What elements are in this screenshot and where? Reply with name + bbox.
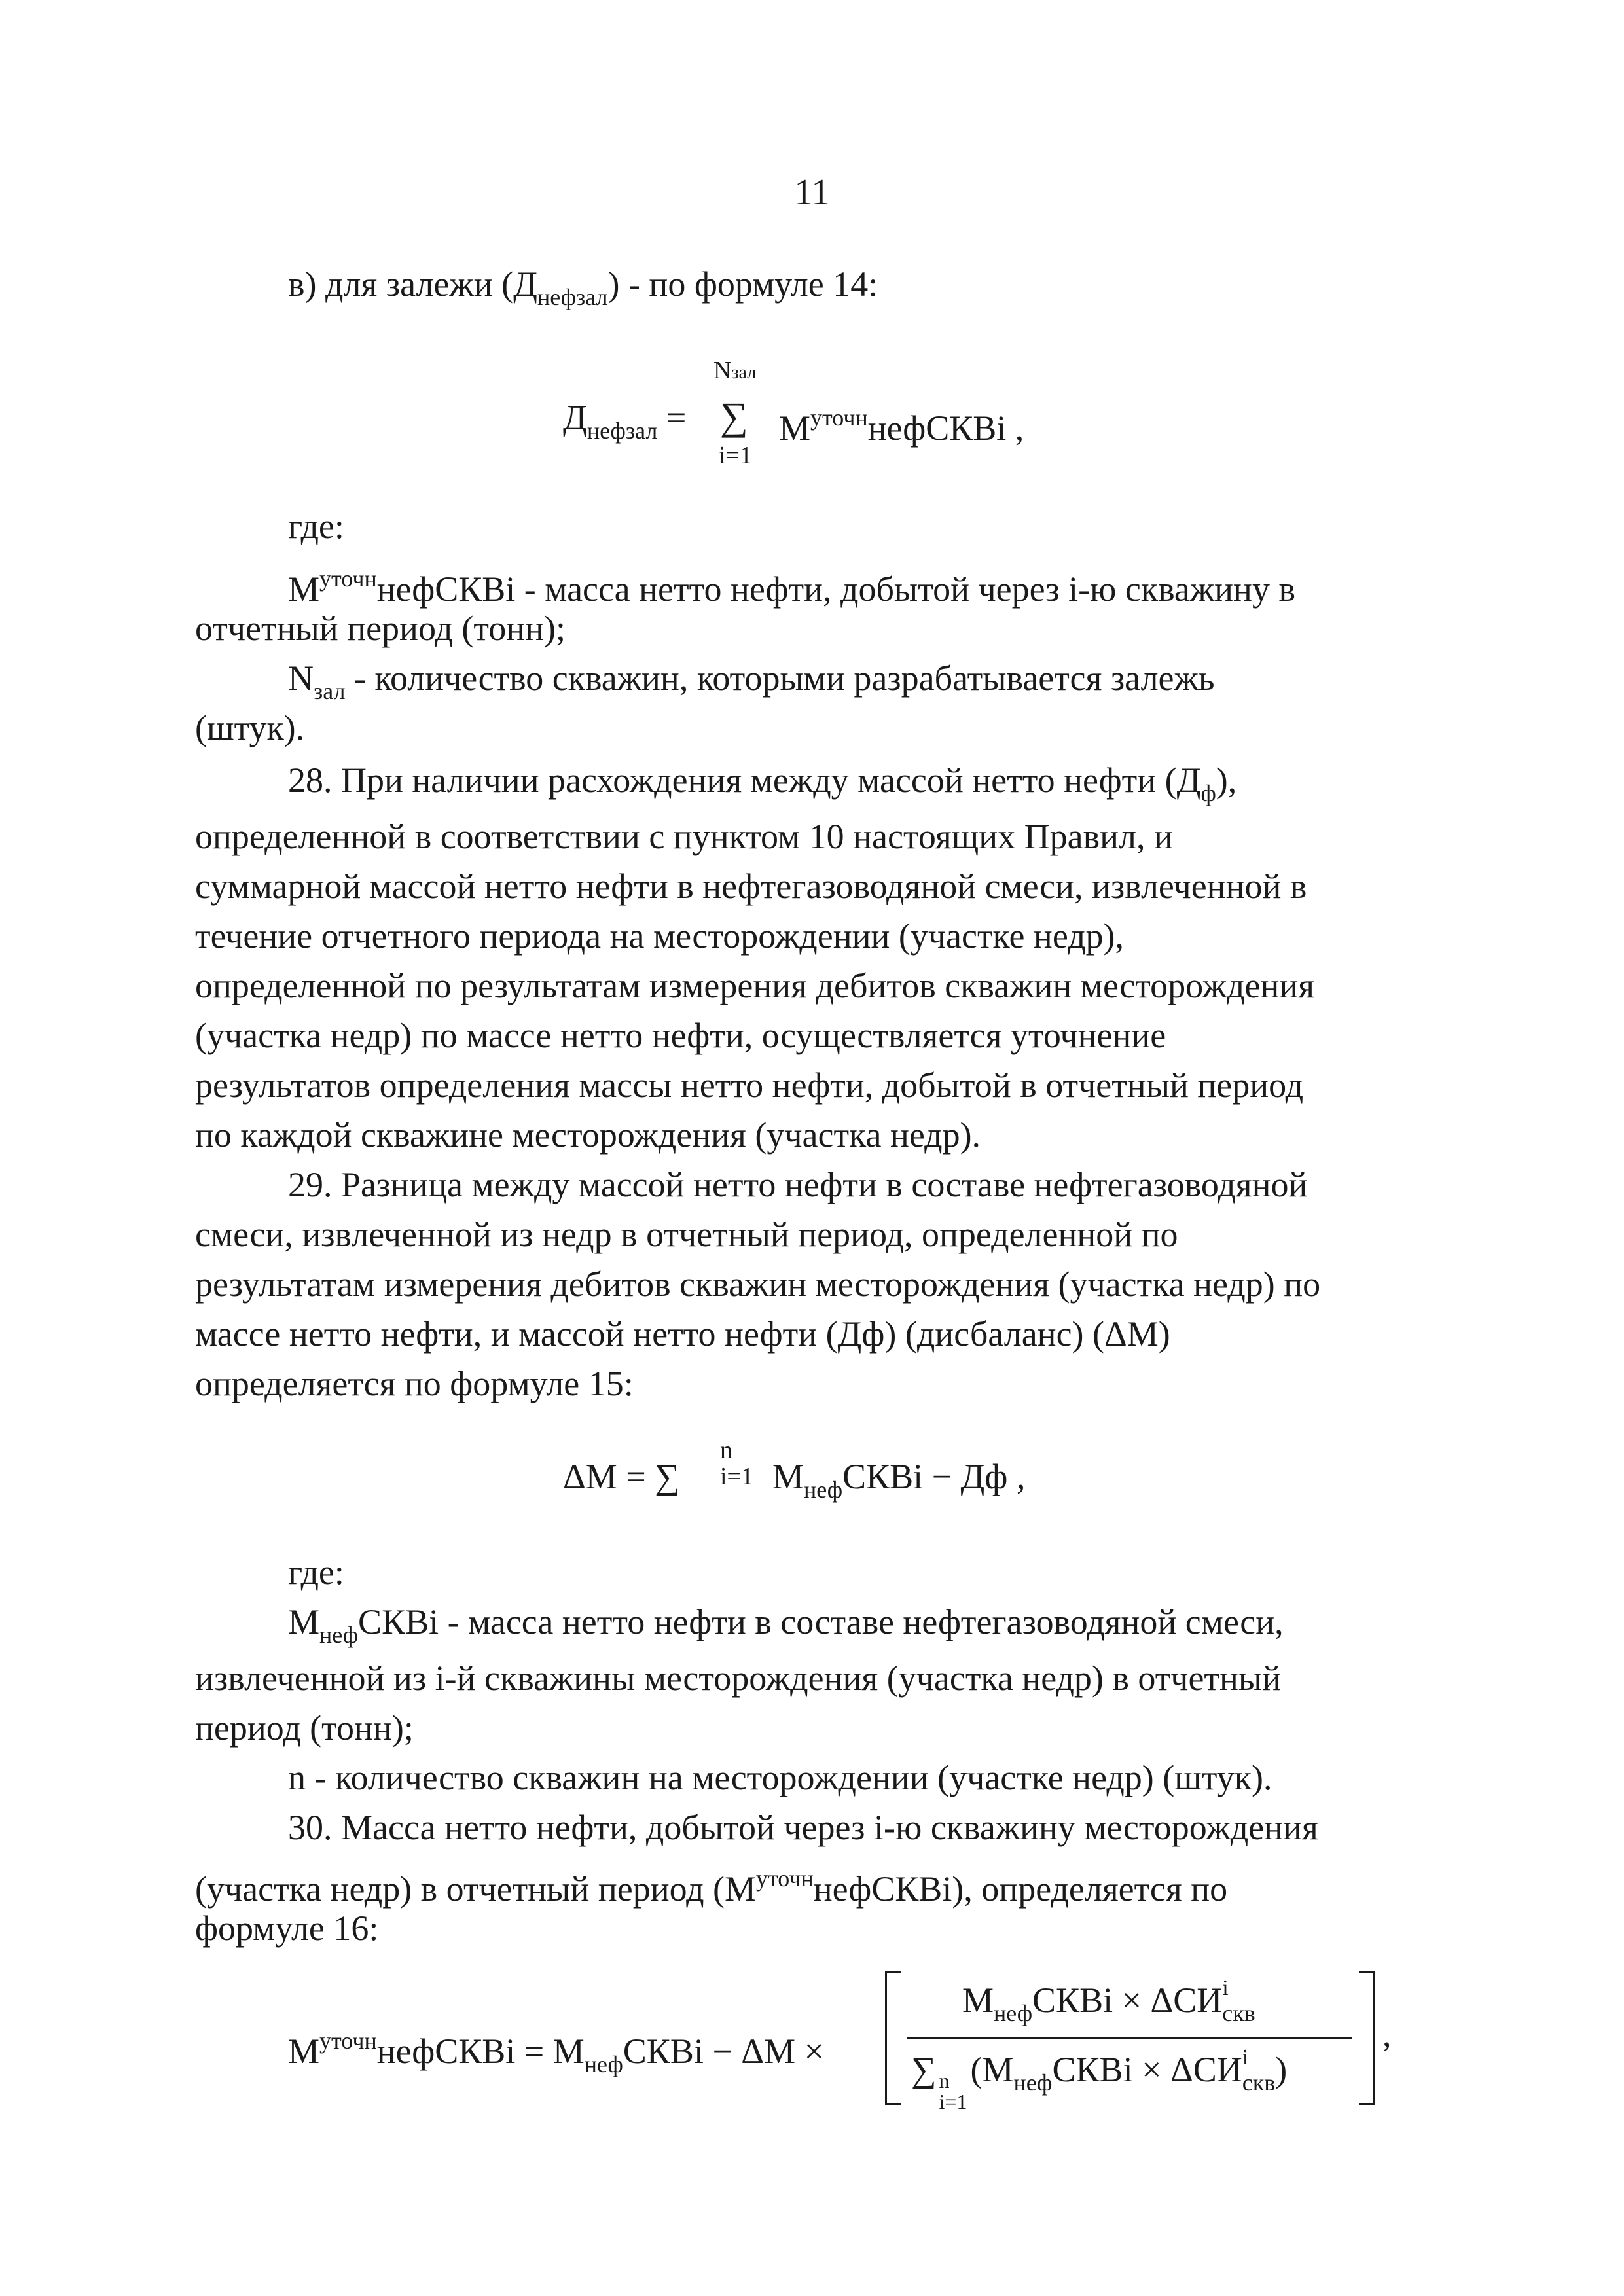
right-bracket [1359, 1971, 1375, 2105]
where-label-2: где: [288, 1552, 344, 1592]
left-bracket [885, 1971, 901, 2105]
heading-v: в) для залежи $(Д_{нефзал})$ - по формуле 14: [288, 264, 878, 310]
def-n-line: n - количество скважин на месторождении (участке недр) (штук). [288, 1758, 1272, 1797]
def-M-line: $M^{уточн}нефСКВi$ - масса нетто нефти, добытой через i-ю скважину в [288, 565, 1295, 609]
def-M-cont: отчетный период (тонн); [195, 609, 566, 648]
where-label-1: где: [288, 507, 344, 546]
def-N-line: $N_{зал}$ - количество скважин, которыми разрабатывается залежь [288, 658, 1215, 704]
fraction-bar [907, 2037, 1352, 2039]
document-page: 11 в) для залежи $(Д_{нефзал})$ - по формуле 14: $Д_{нефзал}$ = Nзал ∑ i=1 $M^{уточн}нефСКВi$ , где: $M^{уточн}нефСКВi$ - масса нетто нефти, добытой через i-ю скважину в отчетный период (тонн); $N_{зал}$ - количество скважин, которыми разрабатывается залежь (штук). 28. При наличии расхождения между массой нетто нефти $(Д_ф)$, определенной в соответствии с пунктом 10 настоящих Правил, и суммарной массой нетто нефти в нефтегазоводяной смеси, извлеченной в течение отчетного периода на месторождении (участке недр), определенной по результатам измерения дебитов скважин месторождения (участка недр) по массе нетто нефти, осуществляется уточнение результатов определения массы нетто нефти, добытой в отчетный период по каждой скважине месторождения (участка недр). 29. Разница между массой нетто нефти в составе нефтегазоводяной смеси, извлеченной из недр в отчетный период, определенной по результатам измерения дебитов скважин месторождения (участка недр) по массе нетто нефти, и массой нетто нефти (Дф) (дисбаланс) (ΔM) определяется по формуле 15: ΔM = ∑ n i=1 $M_{неф}СКВi$ − Дф , где: $M_{неф}СКВi$ - масса нетто нефти в составе нефтегазоводяной смеси, извлеченной из i-й скважины месторождения (участка недр) в отчетный период (тонн); n - количество скважин на месторождении (участке недр) (штук). 30. Масса нетто нефти, добытой через i-ю скважину месторождения (участка недр) в отчетный период $(M^{уточн}нефСКВi)$, определяется по формуле 16: $M^{уточн}нефСКВi$ = $M_{неф}СКВi - \Delta M$ × $M_{неф}СКВi \times \Delta СИ$ i $_{скв}$ ∑ n i=1 ($M_{неф}СКВi \times \Delta СИ$ i $_{скв}$) , [0, 0, 1624, 2296]
def-N-cont: (штук). [195, 708, 305, 747]
fraction-denominator: ∑ n i=1 ($M_{неф}СКВi \times \Delta СИ$ i $_{скв}$) [911, 2045, 1288, 2113]
def-Mnef-line: $M_{неф}СКВi$ - масса нетто нефти в составе нефтегазоводяной смеси, [288, 1602, 1284, 1648]
page-number: 11 [794, 172, 830, 213]
fraction-numerator: $M_{неф}СКВi \times \Delta СИ$ i $_{скв}$ [962, 1976, 1255, 2026]
